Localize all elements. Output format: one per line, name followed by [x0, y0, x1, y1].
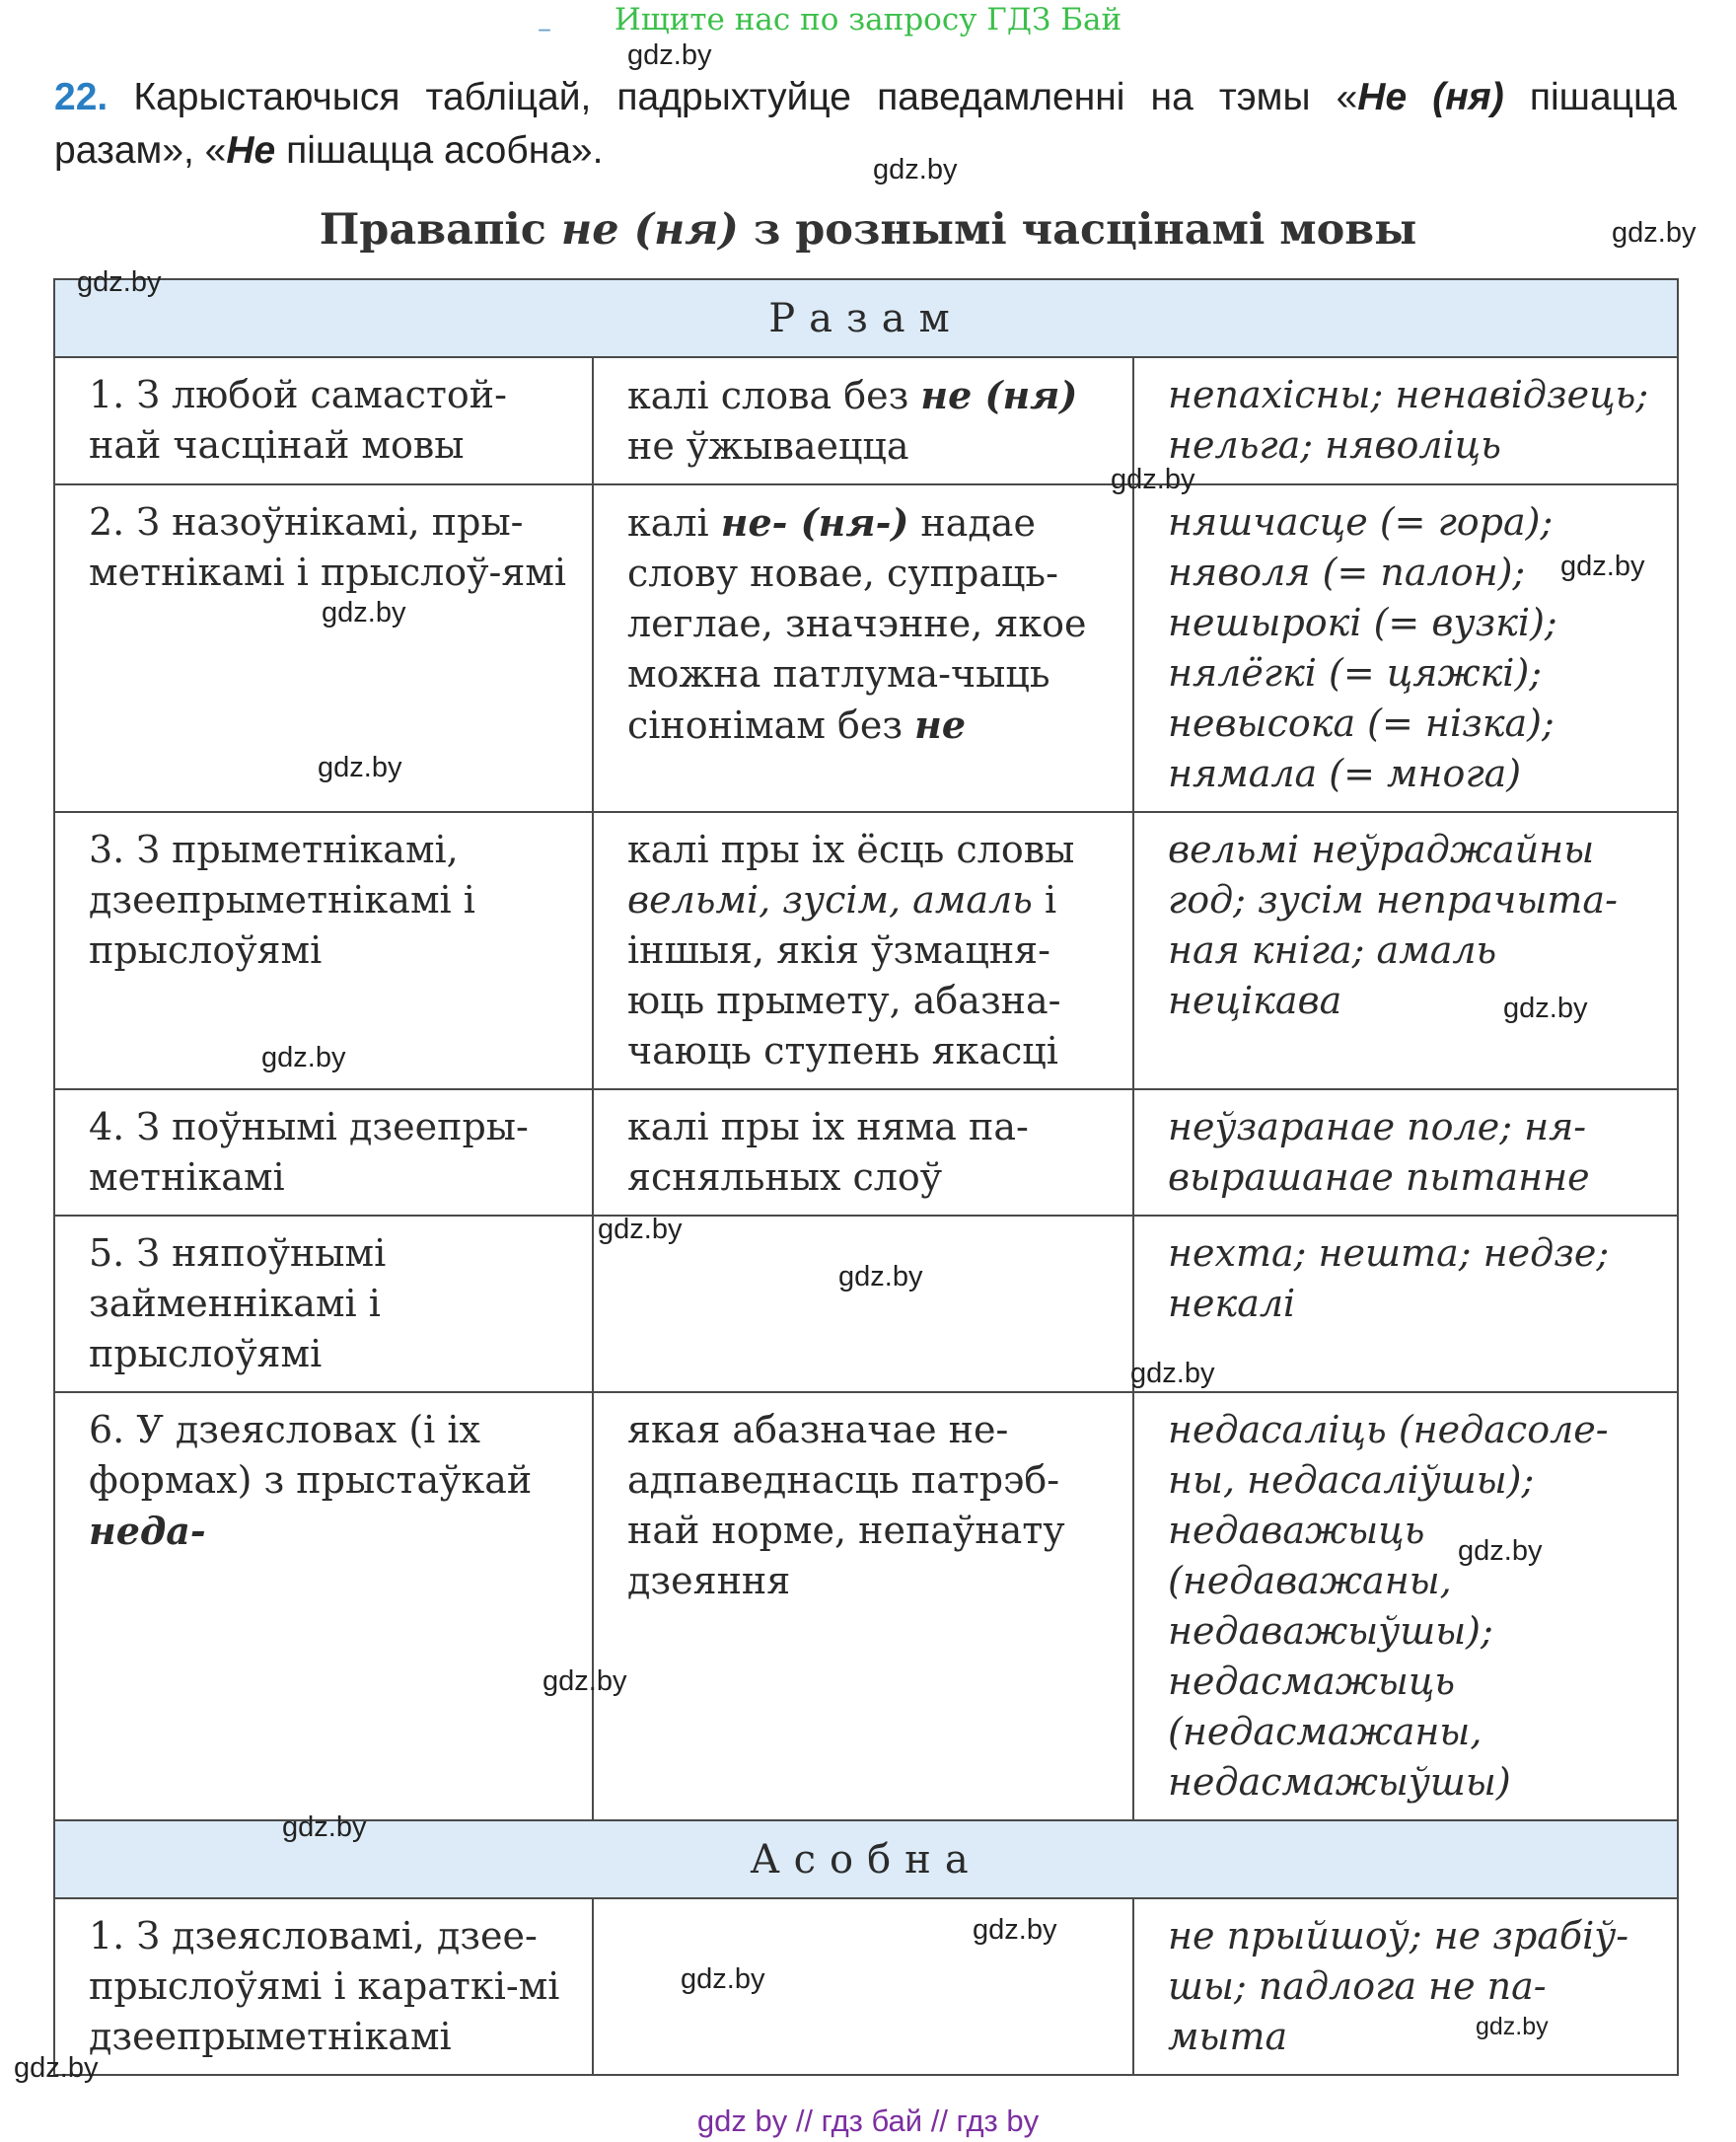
example-cell: непахісны; ненавідзець; нельга; няволіць — [1133, 357, 1678, 484]
table-row — [54, 1898, 1678, 2075]
table-row — [54, 357, 1678, 484]
watermark: gdz.by — [77, 266, 162, 298]
condition-text: калі пры іх ёсць словы — [627, 828, 1075, 871]
rule-text: 6. У дзеясловах (і іх формах) з прыстаўкай — [89, 1408, 533, 1502]
example-cell: не прыйшоў; не зрабіў-шы; падлога не па-мыта — [1133, 1898, 1678, 2075]
footer-links[interactable]: gdz by // гдз бай // гдз by — [696, 2104, 1040, 2138]
rule-cell — [54, 1392, 593, 1820]
section-header-row — [54, 279, 1678, 357]
watermark: gdz.by — [1111, 464, 1195, 495]
condition-emph: не (ня) — [920, 373, 1078, 417]
rule-emph: неда- — [89, 1509, 206, 1553]
condition-cell — [593, 812, 1133, 1089]
watermark: gdz.by — [681, 1963, 765, 1995]
task-text-end: пішацца асобна». — [275, 129, 604, 172]
watermark: gdz.by — [1458, 1535, 1543, 1567]
watermark: gdz.by — [261, 1042, 346, 1073]
example-cell: нехта; нешта; недзе; некалі — [1133, 1216, 1678, 1392]
task-number: 22. — [54, 76, 108, 118]
task-text-before: Карыстаючыся табліцай, падрыхтуйце паведамленні на тэмы « — [133, 76, 1358, 118]
watermark: gdz.by — [627, 39, 712, 71]
table-row — [54, 1089, 1678, 1216]
rule-cell: 2. З назоўнікамі, пры-метнікамі і прыслоў-ямі — [54, 484, 593, 812]
table-row — [54, 484, 1678, 812]
example-cell: недасаліць (недасоле-ны, недасаліўшы); недаважыць (недаважаны, недаважыўшы); недасмажыць (недасмажаны, недасмажыўшы) — [1133, 1392, 1678, 1820]
rule-cell: 1. З любой самастой-най часцінай мовы — [54, 357, 593, 484]
watermark: gdz.by — [838, 1261, 923, 1293]
task-emph-1: Не (ня) — [1357, 76, 1504, 118]
watermark: gdz.by — [598, 1214, 683, 1245]
rule-cell: 4. З поўнымі дзеепры-метнікамі — [54, 1089, 593, 1216]
condition-text: калі — [627, 501, 721, 545]
condition-emph: не- (ня-) — [720, 500, 909, 545]
watermark: gdz.by — [1130, 1358, 1215, 1389]
watermark: gdz.by — [1612, 217, 1697, 249]
watermark: gdz.by — [1476, 2013, 1549, 2040]
search-banner[interactable]: Ищите нас по запросу ГДЗ Бай — [614, 2, 1122, 37]
table-row — [54, 1216, 1678, 1392]
condition-cell — [593, 357, 1133, 484]
condition-cell: якая абазначае не-адпаведнасць патрэб-най норме, непаўнату дзеяння — [593, 1392, 1133, 1820]
condition-text: і іншыя, якія ўзмацня-юць прымету, абазна-чаюць ступень якасці — [627, 878, 1061, 1072]
section-header-separate: Асобна — [54, 1820, 1678, 1898]
title-part-2: з рознымі часцінамі мовы — [738, 205, 1417, 255]
condition-cell — [593, 484, 1133, 812]
spelling-rules-table — [53, 278, 1679, 2076]
watermark: gdz.by — [318, 752, 402, 783]
task-statement — [54, 71, 1677, 178]
table-row — [54, 1392, 1678, 1820]
watermark: gdz.by — [873, 154, 958, 185]
section-header-together: Разам — [54, 279, 1678, 357]
condition-cell: калі пры іх няма па-ясняльных слоў — [593, 1089, 1133, 1216]
watermark: gdz.by — [1560, 551, 1645, 582]
rule-cell: 5. З няпоўнымі займеннікамі і прыслоўямі — [54, 1216, 593, 1392]
condition-emph: не — [914, 702, 967, 747]
condition-text: надае слову новае, супраць-леглае, значэнне, якое можна патлума-чыць сінонімам без — [627, 501, 1087, 747]
example-cell: неўзаранае поле; ня-вырашанае пытанне — [1133, 1089, 1678, 1216]
title-part-1: Правапіс — [319, 205, 561, 255]
rule-cell: 3. З прыметнікамі, дзеепрыметнікамі і прыслоўямі — [54, 812, 593, 1089]
condition-text: не ўжываецца — [627, 424, 909, 468]
watermark: gdz.by — [973, 1914, 1057, 1946]
title-emph: не (ня) — [560, 205, 739, 255]
table-title — [0, 205, 1736, 255]
watermark: gdz.by — [1503, 993, 1588, 1024]
banner-dash: – — [538, 12, 551, 44]
watermark: gdz.by — [282, 1811, 367, 1843]
task-text-mid: пішацца разам», « — [54, 76, 1678, 172]
condition-emph: вельмі, зусім, амаль — [627, 878, 1033, 922]
example-cell: няшчасце (= гора); няволя (= палон); нешырокі (= вузкі); нялёгкі (= цяжкі); невысока (= нізка); нямала (= многа) — [1133, 484, 1678, 812]
watermark: gdz.by — [14, 2052, 99, 2084]
condition-text: калі слова без — [627, 374, 921, 417]
rule-cell: 1. З дзеясловамі, дзее-прыслоўямі і караткі-мі дзеепрыметнікамі — [54, 1898, 593, 2075]
watermark: gdz.by — [542, 1665, 627, 1697]
watermark: gdz.by — [322, 597, 406, 628]
task-emph-2: Не — [226, 129, 276, 172]
example-cell: вельмі неўраджайны год; зусім непрачыта-ная кніга; амаль нецікава — [1133, 812, 1678, 1089]
